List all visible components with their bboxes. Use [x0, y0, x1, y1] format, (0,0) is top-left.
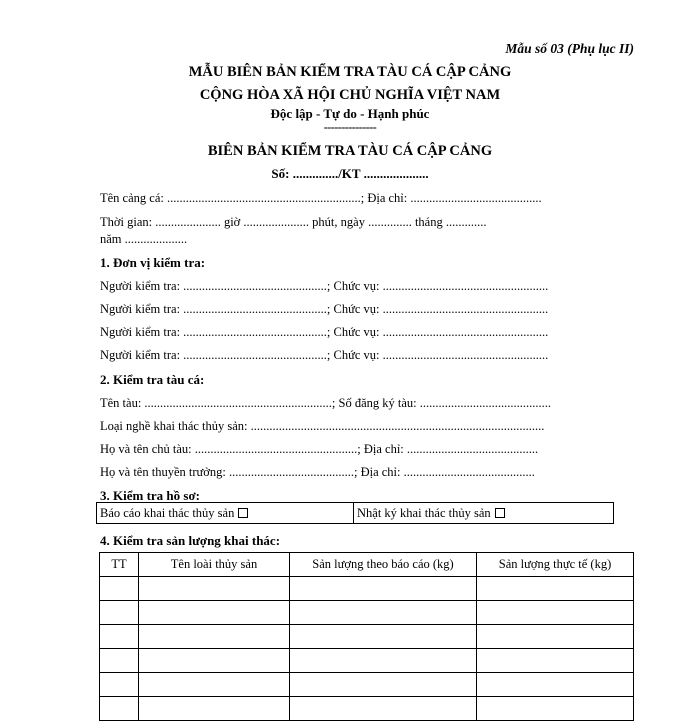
table-header-row	[100, 553, 634, 577]
column-header-tt: TT	[100, 553, 139, 577]
logbook-cell	[354, 503, 505, 523]
table-row	[100, 697, 634, 721]
column-header-actual: Sản lượng thực tế (kg)	[477, 553, 634, 577]
inspector-line: Người kiểm tra: ..............................................; Chức vụ: .....................................................	[100, 279, 549, 293]
table-cell[interactable]	[139, 625, 290, 649]
port-line: Tên cảng cá: ..............................................................; Địa chỉ: ..........................................	[100, 191, 542, 205]
table-cell[interactable]	[100, 601, 139, 625]
column-header-species: Tên loài thủy sản	[139, 553, 290, 577]
section-4-title: 4. Kiểm tra sản lượng khai thác:	[100, 533, 281, 548]
table-cell[interactable]	[100, 577, 139, 601]
form-number: Mẫu số 03 (Phụ lục II)	[505, 41, 634, 56]
national-motto: Độc lập - Tự do - Hạnh phúc	[270, 106, 430, 121]
table-cell[interactable]	[139, 577, 290, 601]
inspector-line: Người kiểm tra: ..............................................; Chức vụ: .....................................................	[100, 302, 549, 316]
time-line: Thời gian: ..................... giờ ..................... phút, ngày .............. tháng .............	[100, 215, 487, 229]
table-cell[interactable]	[477, 697, 634, 721]
table-cell[interactable]	[290, 577, 477, 601]
table-cell[interactable]	[100, 649, 139, 673]
report-checkbox[interactable]	[238, 508, 248, 518]
table-cell[interactable]	[100, 697, 139, 721]
section-2-title: 2. Kiểm tra tàu cá:	[100, 372, 205, 387]
table-cell[interactable]	[139, 697, 290, 721]
table-row	[100, 601, 634, 625]
document-number: Số: ............../KT ....................	[271, 166, 429, 181]
national-name: CỘNG HÒA XÃ HỘI CHỦ NGHĨA VIỆT NAM	[199, 87, 501, 103]
table-cell[interactable]	[477, 601, 634, 625]
document-title: BIÊN BẢN KIỂM TRA TÀU CÁ CẬP CẢNG	[207, 143, 493, 159]
table-row	[100, 649, 634, 673]
section-1-title: 1. Đơn vị kiểm tra:	[100, 255, 206, 270]
report-label: Báo cáo khai thác thủy sản	[100, 506, 235, 520]
column-header-reported: Sản lượng theo báo cáo (kg)	[290, 553, 477, 577]
report-cell	[97, 503, 354, 523]
documents-check-box	[96, 502, 614, 524]
table-row	[100, 673, 634, 697]
vessel-name-line: Tên tàu: ............................................................; Số đăng ký tàu: ..........................................	[100, 396, 552, 410]
table-cell[interactable]	[100, 673, 139, 697]
year-line: năm ....................	[100, 232, 188, 246]
table-cell[interactable]	[139, 601, 290, 625]
owner-line: Họ và tên chủ tàu: ....................................................; Địa chỉ: ..........................................	[100, 442, 539, 456]
table-cell[interactable]	[477, 625, 634, 649]
section-3-title: 3. Kiểm tra hồ sơ:	[100, 488, 200, 503]
table-cell[interactable]	[290, 601, 477, 625]
logbook-label: Nhật ký khai thác thủy sản	[357, 506, 491, 520]
table-cell[interactable]	[290, 673, 477, 697]
fishing-type-line: Loại nghề khai thác thủy sản: ..............................................................................................	[100, 419, 545, 433]
table-row	[100, 625, 634, 649]
table-row	[100, 577, 634, 601]
table-cell[interactable]	[100, 625, 139, 649]
captain-line: Họ và tên thuyền trưởng: ........................................; Địa chỉ: ..........................................	[100, 465, 535, 479]
table-cell[interactable]	[290, 697, 477, 721]
table-cell[interactable]	[290, 649, 477, 673]
separator: ---------------	[323, 120, 377, 134]
logbook-checkbox[interactable]	[495, 508, 505, 518]
table-cell[interactable]	[477, 673, 634, 697]
inspector-line: Người kiểm tra: ..............................................; Chức vụ: .....................................................	[100, 325, 549, 339]
form-title: MẪU BIÊN BẢN KIỂM TRA TÀU CÁ CẬP CẢNG	[188, 64, 512, 80]
table-cell[interactable]	[290, 625, 477, 649]
table-cell[interactable]	[139, 673, 290, 697]
catch-table	[99, 552, 634, 721]
table-cell[interactable]	[477, 649, 634, 673]
inspector-line: Người kiểm tra: ..............................................; Chức vụ: .....................................................	[100, 348, 549, 362]
table-cell[interactable]	[139, 649, 290, 673]
table-cell[interactable]	[477, 577, 634, 601]
